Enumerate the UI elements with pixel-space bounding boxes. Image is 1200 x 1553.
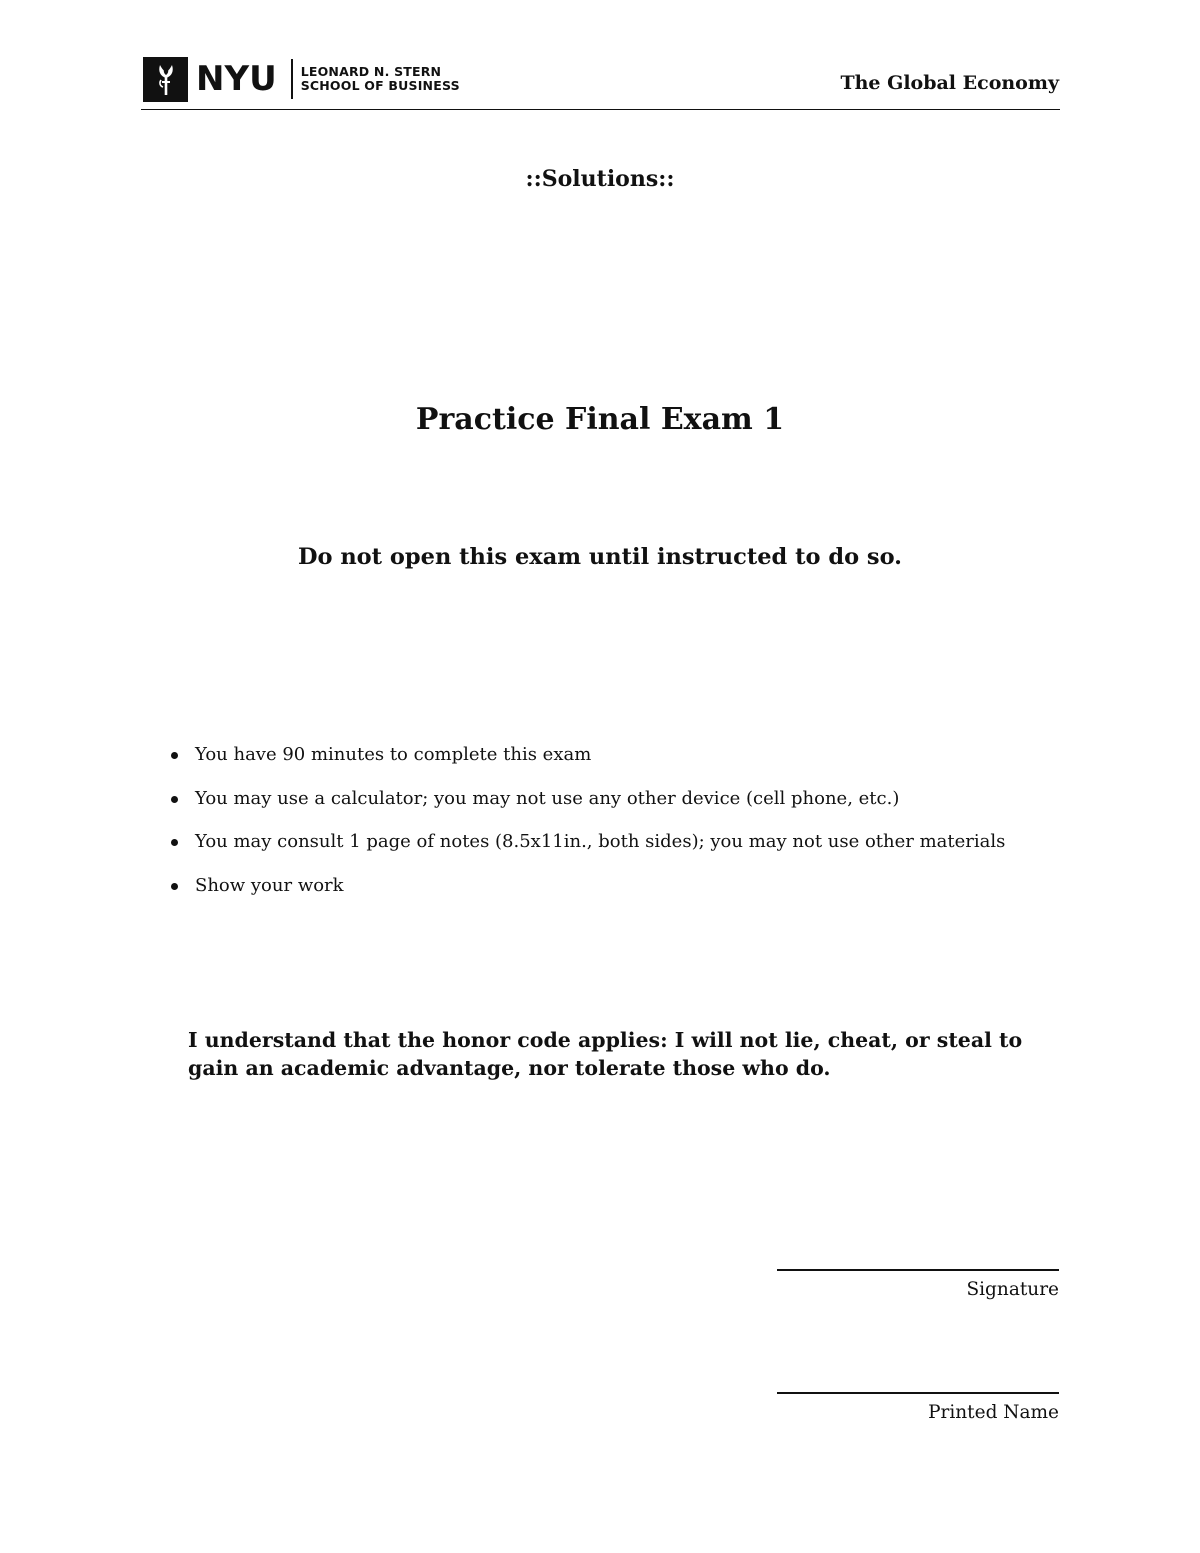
printed-name-line[interactable]: [777, 1392, 1059, 1394]
bullet-icon: [171, 752, 178, 759]
exam-title: Practice Final Exam 1: [415, 402, 785, 437]
rule-item: [171, 872, 1005, 916]
school-name-line-2: SCHOOL OF BUSINESS: [300, 78, 460, 93]
logo-divider: [291, 59, 293, 99]
header-divider: [141, 109, 1060, 110]
school-name: [301, 65, 460, 93]
rule-item: [171, 785, 1005, 829]
rule-text: Show your work: [195, 874, 344, 896]
course-title: The Global Economy: [840, 72, 1059, 94]
nyu-wordmark: NYU: [196, 59, 277, 99]
rule-text: You may use a calculator; you may not use any other device (cell phone, etc.): [195, 787, 900, 809]
signature-line[interactable]: [777, 1269, 1059, 1271]
rule-item: [171, 828, 1005, 872]
rule-text: You may consult 1 page of notes (8.5x11in., both sides); you may not use other materials: [195, 831, 1006, 852]
nyu-stern-logo: [143, 56, 460, 102]
rule-item: [171, 741, 1005, 785]
bullet-icon: [171, 883, 178, 890]
school-name-line-1: LEONARD N. STERN: [300, 64, 442, 79]
exam-warning: Do not open this exam until instructed to do so.: [297, 544, 903, 570]
exam-rules-list: [171, 741, 1005, 915]
nyu-torch-icon: [143, 57, 188, 102]
signature-label: Signature: [966, 1279, 1059, 1300]
solutions-label: ::Solutions::: [525, 166, 675, 192]
bullet-icon: [171, 796, 178, 803]
printed-name-label: Printed Name: [928, 1402, 1059, 1423]
honor-code-statement: I understand that the honor code applies: I will not lie, cheat, or steal to gain an academic advantage, nor tolerate those who do.: [188, 1028, 1023, 1080]
bullet-icon: [171, 839, 178, 846]
rule-text: You have 90 minutes to complete this exam: [195, 744, 592, 765]
